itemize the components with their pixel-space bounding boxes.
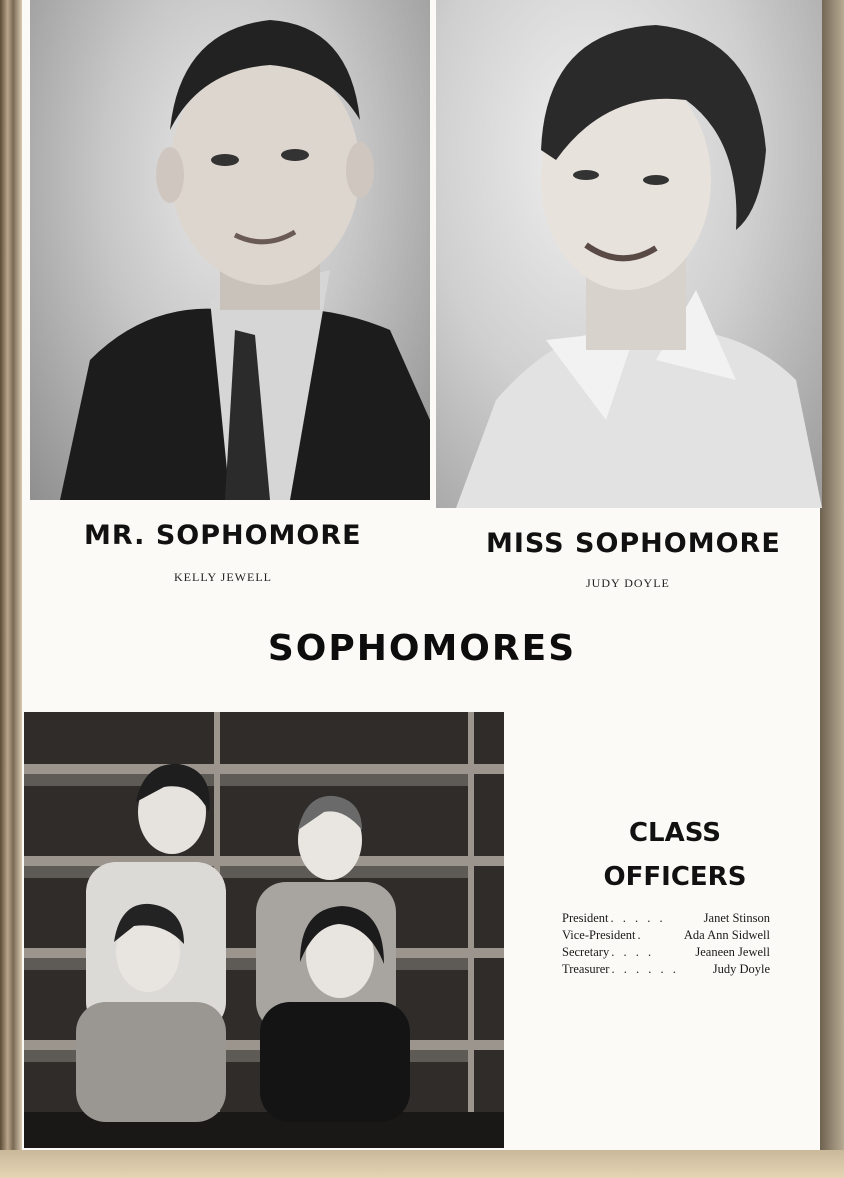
officer-leader-dots: . . . . . (610, 911, 666, 925)
mr-sophomore-title: MR. SOPHOMORE (84, 520, 362, 551)
portrait-photo-miss-sophomore (436, 0, 822, 508)
officers-title-line2: OFFICERS (603, 862, 747, 892)
officers-list (562, 910, 770, 978)
officer-leader-dots: . (637, 928, 644, 942)
officer-row-vice-president (562, 927, 770, 944)
officer-name: Judy Doyle (712, 962, 770, 976)
class-officers-group-photo (24, 712, 504, 1148)
officer-row-treasurer (562, 961, 770, 978)
miss-sophomore-title: MISS SOPHOMORE (486, 528, 781, 559)
officer-leader-dots: . . . . . . (611, 962, 679, 976)
officer-role: Secretary (562, 945, 610, 959)
page-right-edge (820, 0, 844, 1150)
officer-name: Ada Ann Sidwell (683, 928, 770, 942)
officer-role: Vice-President (562, 928, 636, 942)
officers-title-line1: CLASS (628, 818, 722, 848)
officer-row-secretary (562, 944, 770, 961)
officer-name: Jeaneen Jewell (695, 945, 770, 959)
mr-sophomore-name: KELLY JEWELL (174, 570, 272, 584)
officer-row-president (562, 910, 770, 927)
officer-role: President (562, 911, 609, 925)
portrait-photo-mr-sophomore (30, 0, 430, 500)
miss-sophomore-name: JUDY DOYLE (586, 576, 670, 590)
officer-leader-dots: . . . . (611, 945, 655, 959)
officer-role: Treasurer (562, 962, 610, 976)
section-title: SOPHOMORES (267, 628, 577, 669)
book-binding-edge (0, 0, 22, 1178)
page-bottom-edge (0, 1150, 844, 1178)
officer-name: Janet Stinson (703, 911, 770, 925)
